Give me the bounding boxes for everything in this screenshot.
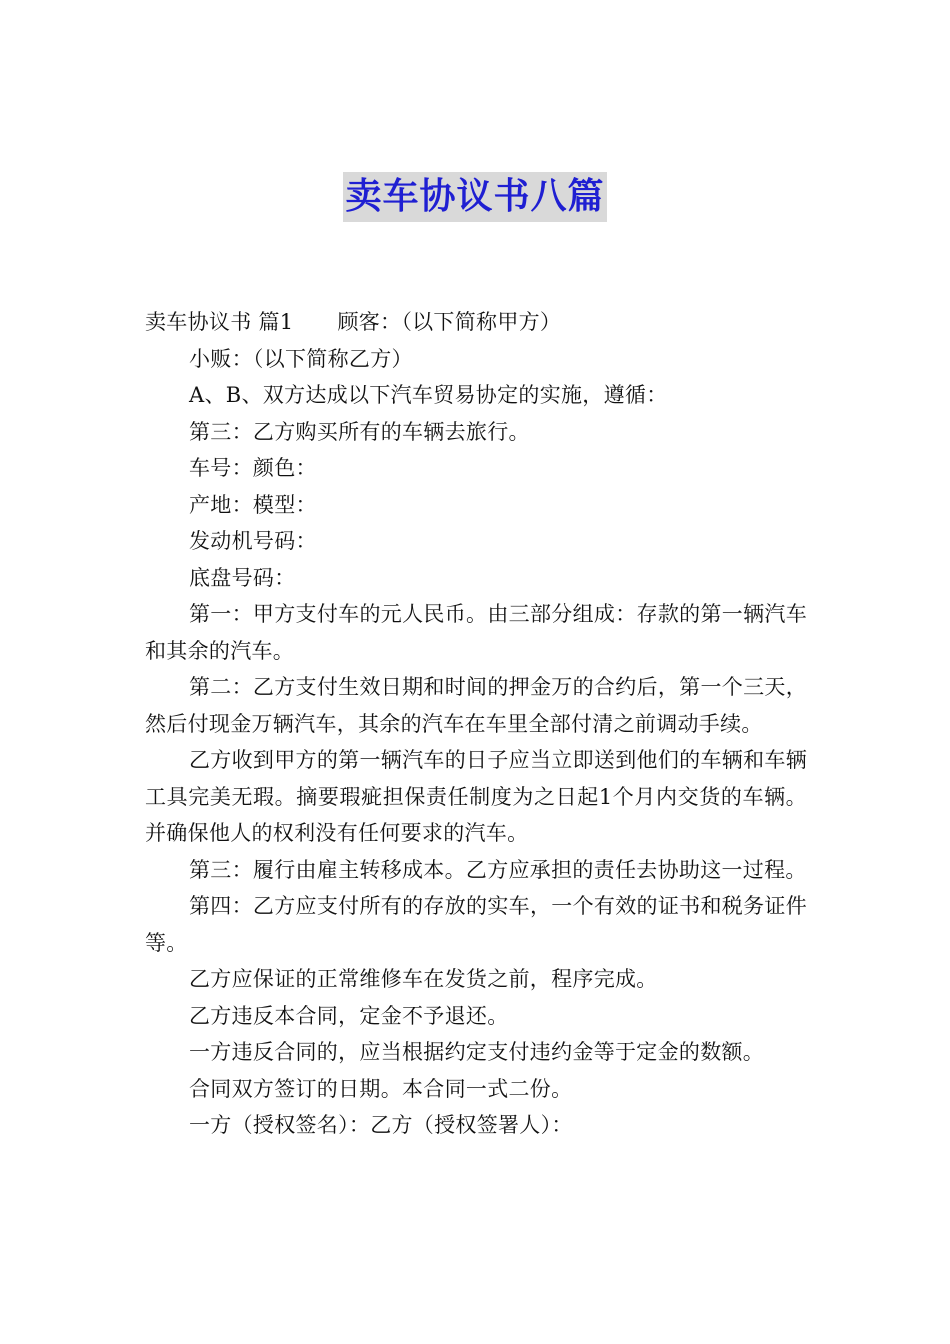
paragraph: 合同双方签订的日期。本合同一式二份。: [189, 1076, 573, 1101]
paragraph: 一方违反合同的，应当根据约定支付违约金等于定金的数额。: [189, 1040, 765, 1064]
paragraph: 第三：履行由雇主转移成本。乙方应承担的责任去协助这一过程。: [189, 857, 807, 882]
paragraph: 第四：乙方应支付所有的存放的实车，一个有效的证书和税务证件等。: [145, 894, 807, 955]
paragraph: 一方（授权签名）：乙方（授权签署人）：: [189, 1113, 573, 1137]
paragraph: 第三：乙方购买所有的车辆去旅行。: [189, 419, 530, 444]
paragraph: 乙方收到甲方的第一辆汽车的日子应当立即送到他们的车辆和车辆工具完美无瑕。摘要瑕疵担保责任制度为之日起1个月内交货的车辆。并确保他人的权利没有任何要求的汽车。: [145, 748, 807, 845]
paragraph: 乙方应保证的正常维修车在发货之前，程序完成。: [189, 967, 658, 991]
paragraph: 小贩：（以下简称乙方）: [189, 346, 413, 371]
document-body: [145, 304, 807, 1144]
paragraph: 底盘号码：: [189, 565, 296, 590]
paragraph: 乙方违反本合同，定金不予退还。: [189, 1003, 509, 1028]
title-container: [0, 172, 950, 222]
paragraph: A、B、双方达成以下汽车贸易协定的实施，遵循：: [189, 383, 668, 407]
party-a-line: 顾客：（以下简称甲方）: [337, 310, 562, 334]
document-title: 卖车协议书八篇: [343, 172, 606, 222]
heading-line: [145, 304, 807, 341]
paragraph: 第二：乙方支付生效日期和时间的押金万的合约后，第一个三天，然后付现金万辆汽车，其余的汽车在车里全部付清之前调动手续。: [145, 675, 807, 736]
paragraph: 第一：甲方支付车的元人民币。由三部分组成：存款的第一辆汽车和其余的汽车。: [145, 602, 807, 663]
paragraph: 车号：颜色：: [189, 456, 317, 480]
paragraph: 发动机号码：: [189, 529, 317, 553]
paragraph: 产地：模型：: [189, 492, 317, 517]
section-heading: 卖车协议书 篇1: [145, 310, 294, 334]
